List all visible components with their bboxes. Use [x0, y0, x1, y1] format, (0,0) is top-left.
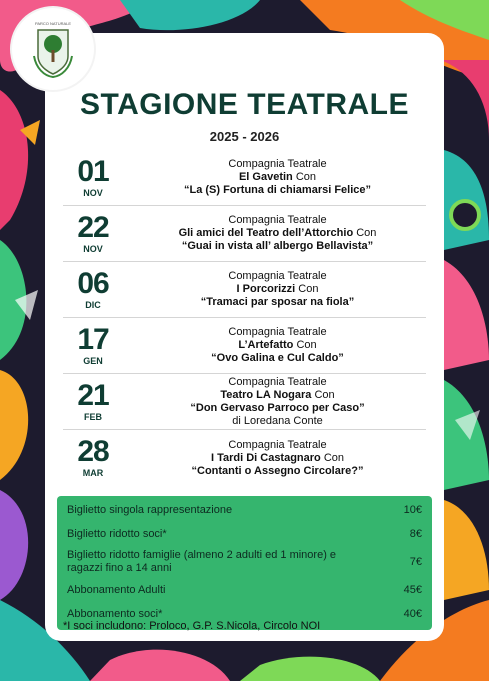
event-date [63, 378, 123, 422]
price-value: 45€ [403, 583, 422, 596]
price-value: 7€ [409, 555, 422, 568]
event-connector: Con [323, 451, 345, 464]
page-title: STAGIONE TEATRALE [79, 88, 410, 121]
event-day: 28 [77, 435, 109, 468]
event-troupe: Teatro LA Nogara [220, 388, 312, 401]
event-company-label: Compagnia Teatrale [228, 375, 327, 388]
event-day: 01 [77, 154, 109, 188]
logo-text: PARCO NATURALE [34, 20, 72, 26]
event-day: 21 [77, 378, 109, 412]
event-info [123, 376, 426, 428]
event-show: “Contanti o Assegno Circolare?” [191, 464, 364, 477]
price-row [67, 578, 422, 602]
event-info [123, 439, 426, 478]
event-info [123, 214, 426, 253]
price-value: 8€ [409, 527, 422, 540]
price-label: Abbonamento soci* [67, 607, 163, 620]
price-value: 10€ [403, 503, 422, 516]
event-connector: Con [314, 388, 335, 401]
event-show: “Ovo Galina e Cul Caldo” [211, 352, 344, 364]
price-row [67, 522, 422, 546]
event-item [63, 430, 426, 486]
event-month: DIC [85, 299, 101, 310]
event-connector: Con [298, 283, 319, 295]
price-value: 40€ [403, 607, 422, 620]
event-connector: Con [356, 227, 377, 239]
event-day: 06 [77, 266, 109, 300]
event-month: MAR [82, 468, 104, 478]
event-info [123, 158, 426, 197]
event-date [63, 154, 123, 198]
program-card [45, 33, 444, 641]
event-company-label: Compagnia Teatrale [228, 326, 327, 338]
event-item [63, 374, 426, 430]
event-troupe: L’Artefatto [238, 339, 294, 351]
event-connector: Con [295, 171, 317, 183]
event-month: GEN [83, 355, 103, 366]
price-label: Biglietto singola rappresentazione [67, 503, 233, 516]
event-item [63, 150, 426, 206]
price-list [57, 496, 432, 630]
event-troupe: I Tardi Di Castagnaro [210, 451, 321, 464]
event-month: NOV [83, 187, 103, 198]
event-item [63, 206, 426, 262]
season-label: 2025 - 2026 [209, 129, 280, 144]
event-info [123, 270, 426, 309]
price-label: Biglietto ridotto famiglie (almeno 2 adulti ed 1 minore) e ragazzi fino a 14 anni [67, 549, 337, 574]
events-list [63, 150, 426, 486]
event-date [63, 210, 123, 254]
event-item [63, 262, 426, 318]
price-row [67, 498, 422, 522]
municipality-logo [12, 8, 94, 90]
price-label: Biglietto ridotto soci* [67, 527, 167, 540]
event-company-label: Compagnia Teatrale [228, 438, 327, 451]
event-date [63, 266, 123, 310]
event-author: di Loredana Conte [232, 414, 323, 427]
event-company-label: Compagnia Teatrale [228, 214, 327, 226]
price-label: Abbonamento Adulti [67, 583, 166, 596]
event-month: NOV [83, 243, 103, 254]
event-info [123, 326, 426, 365]
event-show: “Don Gervaso Parroco per Caso” [190, 401, 365, 414]
event-troupe: Gli amici del Teatro dell’Attorchio [178, 227, 354, 239]
event-date [63, 322, 123, 366]
event-show: “Tramaci par sposar na fiola” [200, 296, 355, 308]
tree-crest-icon [30, 26, 76, 78]
event-month: FEB [84, 411, 102, 422]
event-show: “La (S) Fortuna di chiamarsi Felice” [183, 184, 372, 196]
event-troupe: I Porcorizzi [236, 283, 296, 295]
event-date [63, 435, 123, 478]
event-day: 17 [77, 322, 109, 356]
event-connector: Con [296, 339, 317, 351]
event-company-label: Compagnia Teatrale [228, 270, 327, 282]
event-item [63, 318, 426, 374]
event-show: “Guai in vista all’ albergo Bellavista” [181, 240, 374, 252]
members-note: *I soci includono: Proloco, G.P. S.Nicola, Circolo NOI [63, 620, 321, 632]
price-row [67, 546, 422, 578]
event-troupe: El Gavetin [238, 171, 293, 183]
event-company-label: Compagnia Teatrale [228, 158, 327, 170]
event-day: 22 [77, 210, 109, 244]
